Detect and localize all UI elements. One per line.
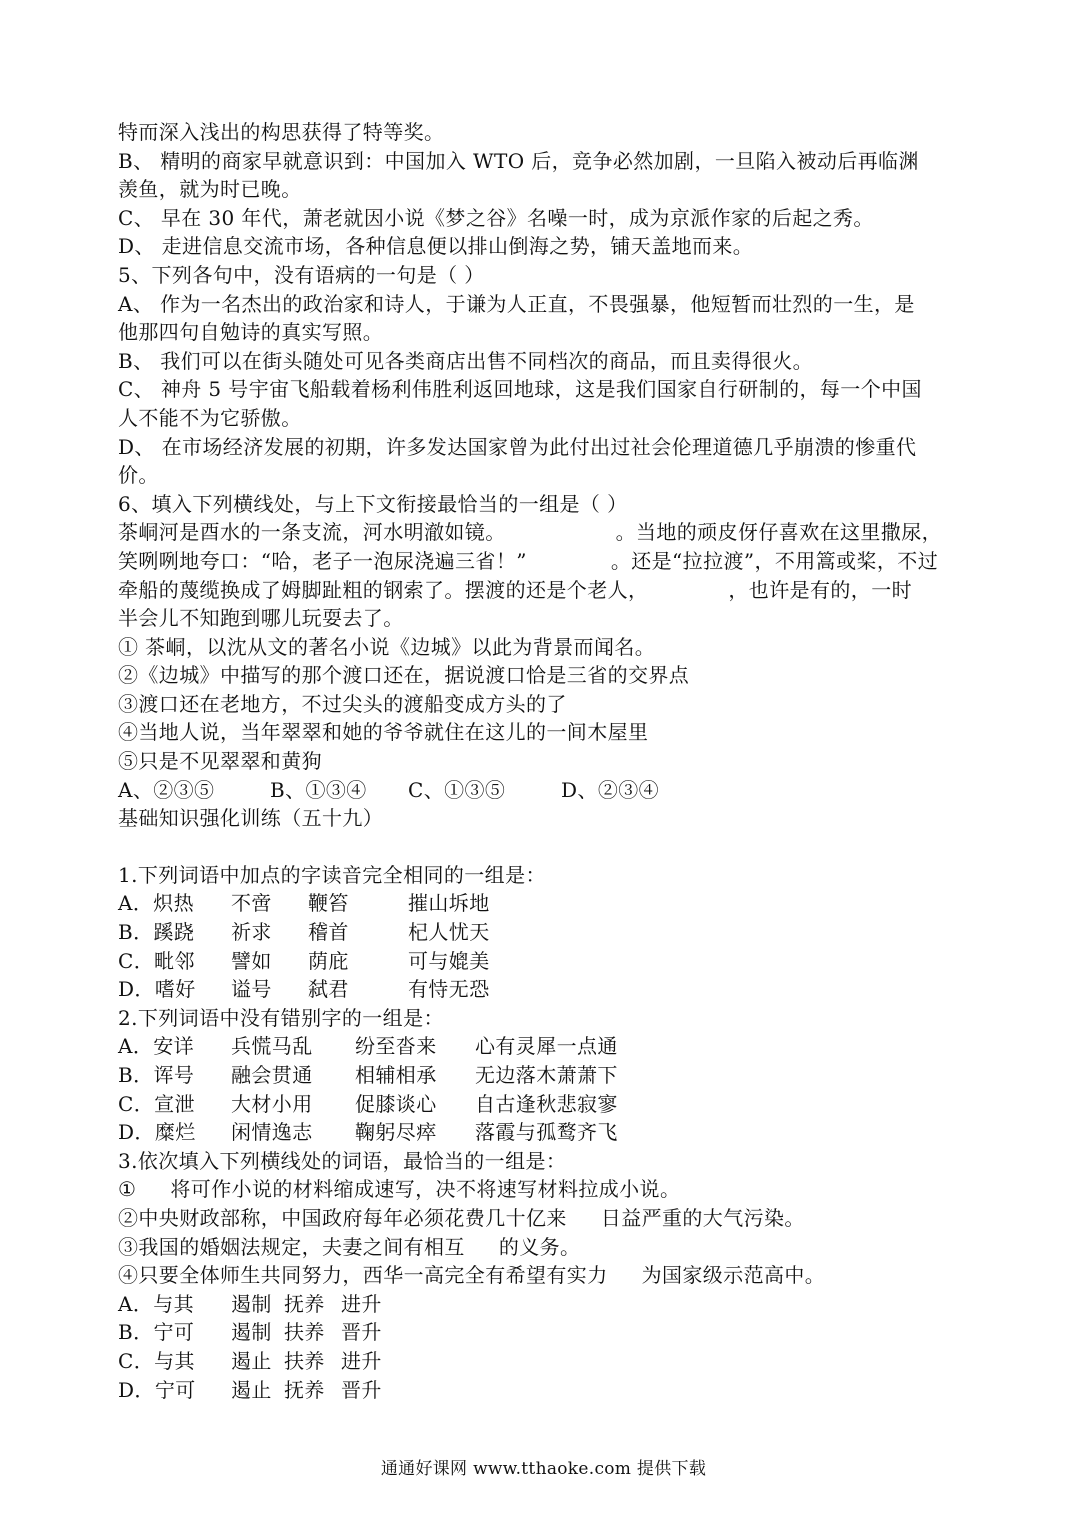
q1-option-row: C．毗邻 譬如 荫庇 可与媲美 <box>118 948 490 973</box>
text-line: D、 在市场经济发展的初期，许多发达国家曾为此付出过社会伦理道德几乎崩溃的惨重代 <box>118 434 917 459</box>
q2-option-row: B．诨号 融会贯通 相辅相承 无边落木萧萧下 <box>118 1063 618 1087</box>
text-line: 人不能不为它骄傲。 <box>118 405 302 430</box>
q6-item: ④当地人说，当年翠翠和她的爷爷就住在这儿的一间木屋里 <box>118 720 649 745</box>
q3-option-row: D．宁可 遏止 抚养 晋升 <box>118 1377 382 1402</box>
text-line: 特而深入浅出的构思获得了特等奖。 <box>118 120 445 144</box>
q6-passage-line: 茶峒河是酉水的一条支流，河水明澈如镜。 。当地的顽皮伢仔喜欢在这里撒尿， <box>118 520 943 545</box>
text-line: 价。 <box>118 463 159 488</box>
text-line: 他那四句自勉诗的真实写照。 <box>118 320 384 345</box>
question-3-stem: 3.依次填入下列横线处的词语，最恰当的一组是： <box>118 1148 567 1173</box>
option-b: B、①③④ <box>270 777 367 802</box>
q3-option-row: C．与其 遏止 扶养 进升 <box>118 1348 382 1373</box>
q6-item: ⑤只是不见翠翠和黄狗 <box>118 749 322 774</box>
q6-item: ① 茶峒，以沈从文的著名小说《边城》以此为背景而闻名。 <box>118 634 656 659</box>
document-body <box>118 118 970 1404</box>
q2-option-row: A．安详 兵慌马乱 纷至沓来 心有灵犀一点通 <box>118 1034 618 1059</box>
spacer <box>118 833 970 861</box>
question-6-stem: 6、填入下列横线处，与上下文衔接最恰当的一组是（ ） <box>118 491 628 516</box>
q3-sentence: ②中央财政部称，中国政府每年必须花费几十亿来 日益严重的大气污染。 <box>118 1205 805 1230</box>
q3-option-row: A．与其 遏制 抚养 进升 <box>118 1291 382 1316</box>
text-line: B、 我们可以在街头随处可见各类商店出售不同档次的商品，而且卖得很火。 <box>118 348 814 373</box>
q2-option-row: D．糜烂 闲情逸志 鞠躬尽瘁 落霞与孤鹜齐飞 <box>118 1120 618 1145</box>
q1-option-row: D．嗜好 谥号 弑君 有恃无恐 <box>118 977 490 1002</box>
q6-passage-line: 牵船的蔑缆换成了姆脚趾粗的钢索了。摆渡的还是个老人， ，也许是有的，一时 <box>118 577 913 602</box>
text-line: C、 神舟 5 号宇宙飞船载着杨利伟胜利返回地球，这是我们国家自行研制的，每一个中国 <box>118 377 922 402</box>
q6-item: ③渡口还在老地方，不过尖头的渡船变成方头的了 <box>118 691 567 716</box>
question-1-stem: 1.下列词语中加点的字读音完全相同的一组是： <box>118 862 546 887</box>
q3-sentence: ① 将可作小说的材料缩成速写，决不将速写材料拉成小说。 <box>118 1177 681 1202</box>
text-line: D、 走进信息交流市场，各种信息便以排山倒海之势，铺天盖地而来。 <box>118 234 754 259</box>
q6-passage-line: 半会儿不知跑到哪儿玩耍去了。 <box>118 606 404 631</box>
q1-option-row: A．炽热 不啻 鞭笞 摧山坼地 <box>118 891 490 916</box>
page-footer: 通通好课网 www.tthaoke.com 提供下载 <box>380 1459 707 1479</box>
option-a: A、②③⑤ <box>118 777 215 802</box>
option-d: D、②③④ <box>561 777 660 802</box>
q2-option-row: C．宣泄 大材小用 促膝谈心 自古逢秋悲寂寥 <box>118 1091 618 1116</box>
text-line: B、 精明的商家早就意识到：中国加入 WTO 后，竞争必然加剧，一旦陷入被动后再临渊 <box>118 148 919 173</box>
q6-passage-line: 笑咧咧地夸口：“哈，老子一泡尿浇遍三省！” 。还是“拉拉渡”，不用篙或桨，不过 <box>118 548 939 573</box>
question-5-stem: 5、下列各句中，没有语病的一句是（ ） <box>118 262 485 287</box>
section-title: 基础知识强化训练（五十九） <box>118 806 384 831</box>
q6-item: ②《边城》中描写的那个渡口还在，据说渡口恰是三省的交界点 <box>118 663 690 688</box>
text-line: C、 早在 30 年代，萧老就因小说《梦之谷》名噪一时，成为京派作家的后起之秀。 <box>118 205 874 230</box>
option-c: C、①③⑤ <box>408 777 506 802</box>
text-line: 羡鱼，就为时已晚。 <box>118 177 302 202</box>
q1-option-row: B．蹊跷 祈求 稽首 杞人忧天 <box>118 920 490 945</box>
q6-options <box>118 776 970 805</box>
q3-sentence: ④只要全体师生共同努力，西华一高完全有希望有实力 为国家级示范高中。 <box>118 1263 826 1288</box>
q3-sentence: ③我国的婚姻法规定，夫妻之间有相互 的义务。 <box>118 1234 581 1259</box>
question-2-stem: 2.下列词语中没有错别字的一组是： <box>118 1005 444 1030</box>
q3-option-row: B．宁可 遏制 扶养 晋升 <box>118 1320 382 1345</box>
text-line: A、 作为一名杰出的政治家和诗人，于谦为人正直，不畏强暴，他短暂而壮烈的一生，是 <box>118 291 915 316</box>
